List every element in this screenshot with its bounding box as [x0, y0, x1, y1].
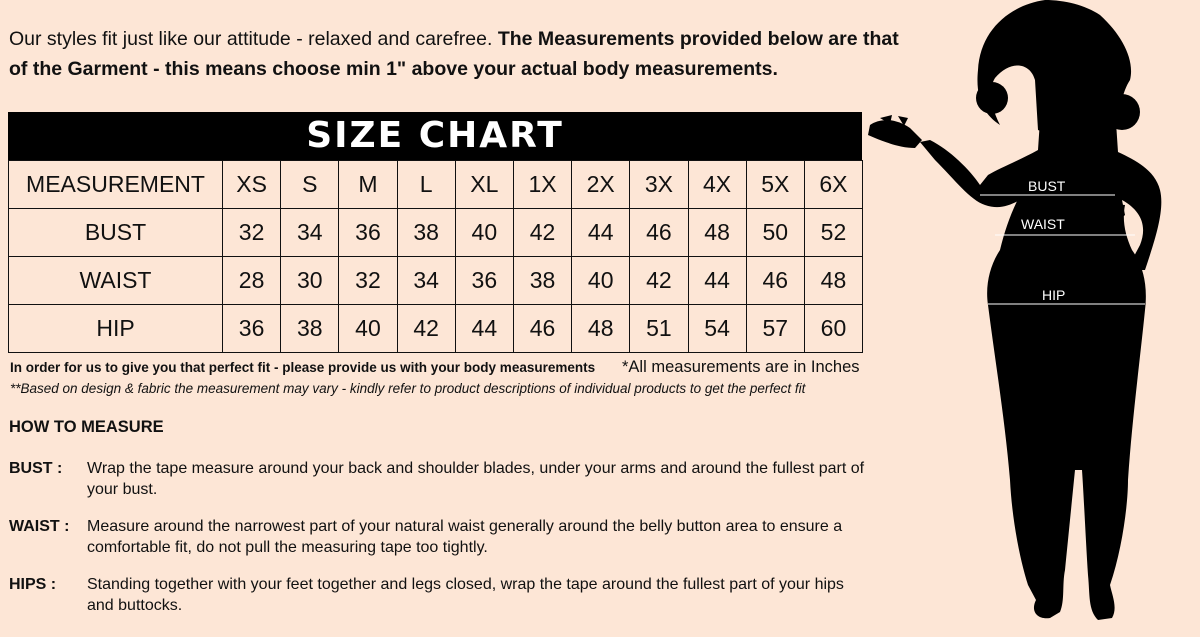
table-cell: 40	[572, 257, 630, 305]
intro-bold: The Measurements provided below are that of the Garment - this means choose min 1" above your actual body measurements.	[9, 28, 899, 80]
size-header-1x: 1X	[513, 161, 571, 209]
table-cell: 44	[688, 257, 746, 305]
table-cell: 32	[339, 257, 397, 305]
table-cell: 38	[513, 257, 571, 305]
table-cell: 40	[339, 305, 397, 353]
table-cell: 30	[281, 257, 339, 305]
size-header-xs: XS	[223, 161, 281, 209]
units-note: *All measurements are in Inches	[622, 358, 860, 376]
size-header-3x: 3X	[630, 161, 688, 209]
size-header-row	[9, 161, 863, 209]
table-cell: 48	[804, 257, 862, 305]
table-cell: 36	[455, 257, 513, 305]
waist-label: WAIST :	[9, 518, 70, 535]
hips-text: Standing together with your feet together and legs closed, wrap the tape around the fullest part of your hips and buttocks.	[87, 576, 844, 614]
table-cell: 51	[630, 305, 688, 353]
size-header-s: S	[281, 161, 339, 209]
table-cell: 34	[397, 257, 455, 305]
table-row	[9, 305, 863, 353]
table-cell: 46	[746, 257, 804, 305]
table-cell: 57	[746, 305, 804, 353]
table-cell: 32	[223, 209, 281, 257]
table-cell: 46	[630, 209, 688, 257]
row-label-hip: HIP	[9, 305, 223, 353]
table-cell: 46	[513, 305, 571, 353]
table-cell: 34	[281, 209, 339, 257]
bust-label: BUST :	[9, 460, 63, 477]
size-header-4x: 4X	[688, 161, 746, 209]
silhouette-icon	[860, 0, 1200, 632]
table-cell: 48	[688, 209, 746, 257]
table-cell: 38	[397, 209, 455, 257]
measurement-header: MEASUREMENT	[9, 161, 223, 209]
body-silhouette	[860, 0, 1200, 632]
size-chart	[8, 112, 862, 353]
figure-hip-label: HIP	[1042, 287, 1066, 303]
size-header-l: L	[397, 161, 455, 209]
size-header-5x: 5X	[746, 161, 804, 209]
size-header-xl: XL	[455, 161, 513, 209]
intro-normal: Our styles fit just like our attitude - relaxed and carefree.	[9, 28, 493, 50]
hips-label: HIPS :	[9, 576, 57, 593]
bust-text: Wrap the tape measure around your back and shoulder blades, under your arms and around the fullest part of your bust.	[87, 460, 865, 498]
figure-waist-label: WAIST	[1021, 216, 1065, 232]
variance-note: **Based on design & fabric the measurement may vary - kindly refer to product descriptions of individual products to get the perfect fit	[10, 381, 806, 396]
table-cell: 52	[804, 209, 862, 257]
table-cell: 44	[455, 305, 513, 353]
how-to-measure-title: HOW TO MEASURE	[9, 418, 164, 436]
figure-bust-label: BUST	[1028, 178, 1066, 194]
row-label-bust: BUST	[9, 209, 223, 257]
size-header-2x: 2X	[572, 161, 630, 209]
table-cell: 42	[630, 257, 688, 305]
table-cell: 36	[223, 305, 281, 353]
table-cell: 36	[339, 209, 397, 257]
table-cell: 54	[688, 305, 746, 353]
intro-text	[9, 24, 909, 84]
table-cell: 28	[223, 257, 281, 305]
table-cell: 42	[513, 209, 571, 257]
row-label-waist: WAIST	[9, 257, 223, 305]
size-header-m: M	[339, 161, 397, 209]
size-table	[8, 160, 863, 353]
table-cell: 50	[746, 209, 804, 257]
waist-text: Measure around the narrowest part of your natural waist generally around the belly button area to ensure a comfortable fit, do not pull the measuring tape too tightly.	[87, 518, 843, 556]
size-chart-title: SIZE CHART	[8, 112, 862, 160]
table-row	[9, 257, 863, 305]
table-cell: 60	[804, 305, 862, 353]
table-cell: 44	[572, 209, 630, 257]
size-header-6x: 6X	[804, 161, 862, 209]
fit-note: In order for us to give you that perfect fit - please provide us with your body measurements	[10, 360, 596, 375]
table-cell: 38	[281, 305, 339, 353]
table-row	[9, 209, 863, 257]
table-cell: 42	[397, 305, 455, 353]
table-cell: 40	[455, 209, 513, 257]
table-cell: 48	[572, 305, 630, 353]
